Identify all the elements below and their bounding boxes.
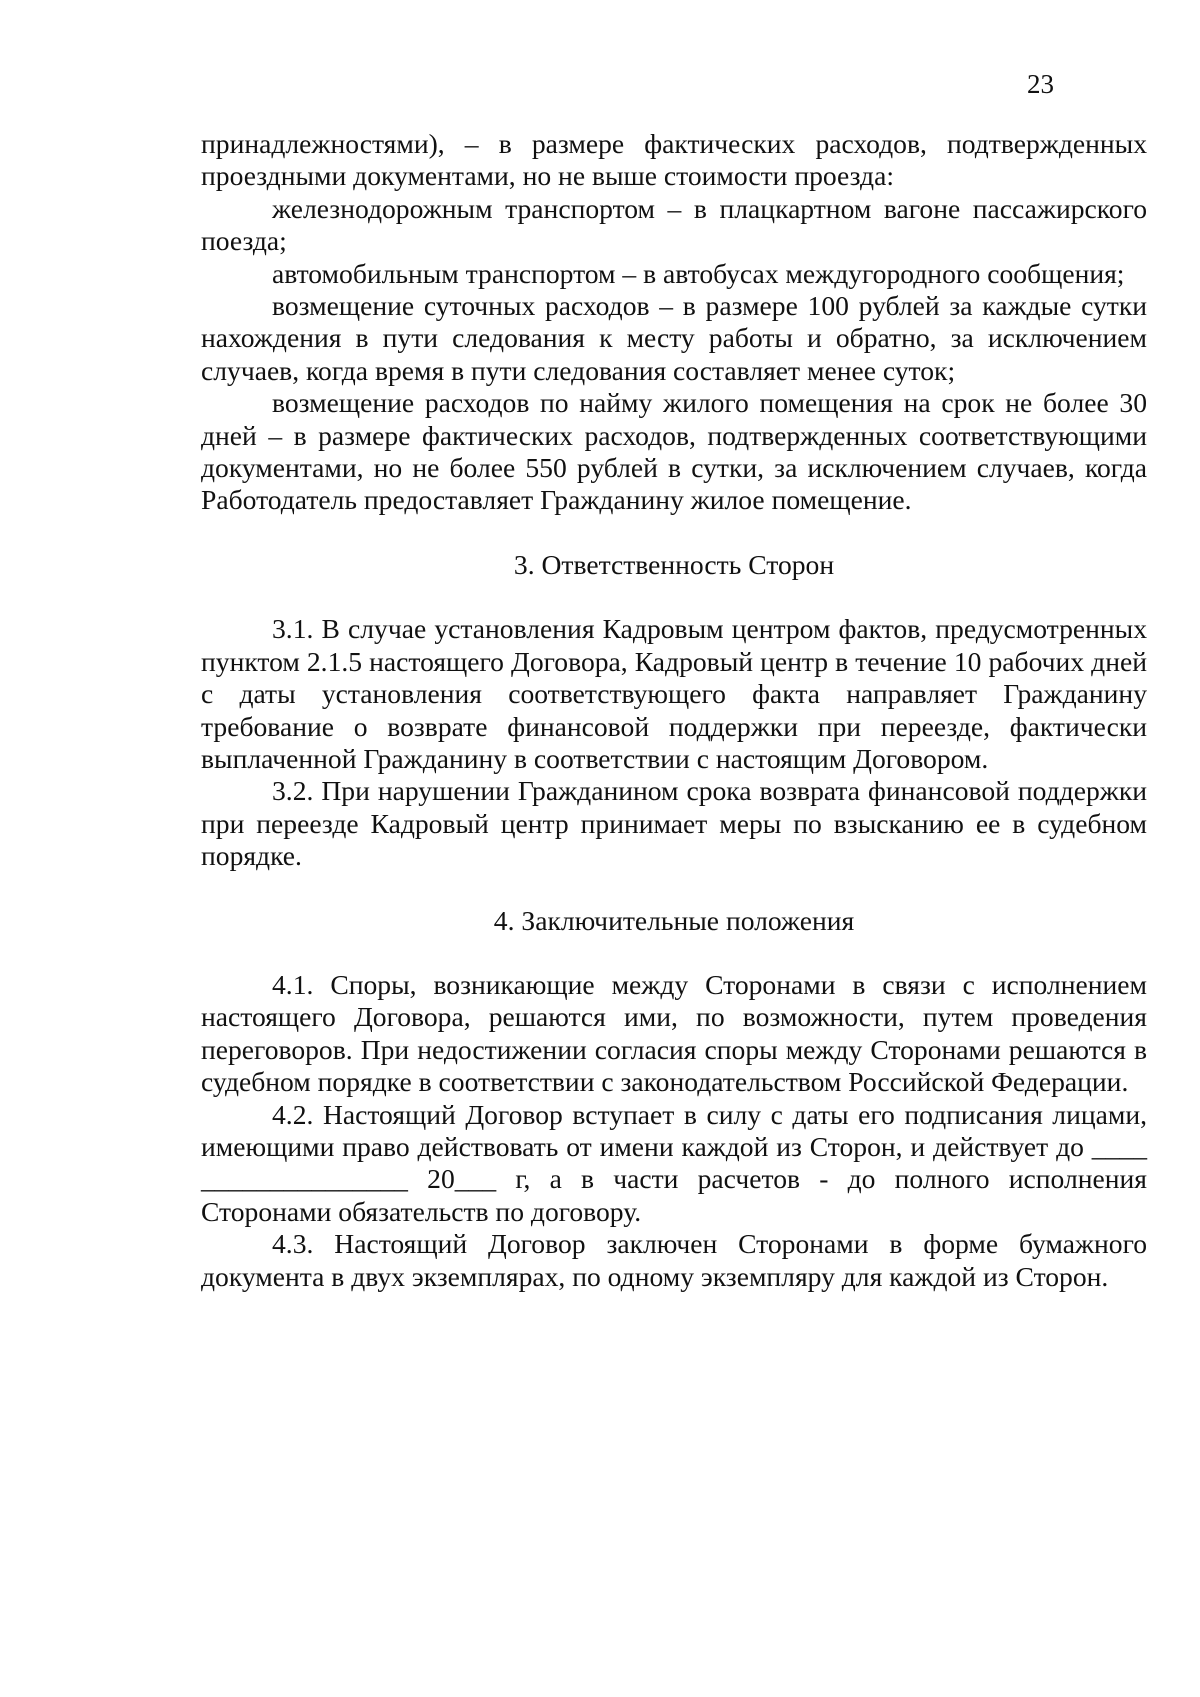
paragraph-daily-allowance: возмещение суточных расходов – в размере 100 рублей за каждые сутки нахождения в пути следования к месту работы и обратно, за исключением случаев, когда время в пути следования составляет менее суток;	[201, 290, 1147, 386]
page-number: 23	[1027, 69, 1054, 99]
paragraph-housing-expenses: возмещение расходов по найму жилого помещения на срок не более 30 дней – в размере фактических расходов, подтвержденных соответствующими документами, но не более 550 рублей в сутки, за исключением случаев, когда Работодатель предоставляет Гражданину жилое помещение.	[201, 387, 1147, 516]
section-3-heading: 3. Ответственность Сторон	[513, 548, 835, 580]
paragraph-expenses-continuation: принадлежностями), – в размере фактических расходов, подтвержденных проездными документами, но не выше стоимости проезда:	[201, 128, 1147, 192]
clause-4-3: 4.3. Настоящий Договор заключен Сторонами в форме бумажного документа в двух экземплярах, по одному экземпляру для каждой из Сторон.	[201, 1228, 1147, 1292]
clause-3-1: 3.1. В случае установления Кадровым центром фактов, предусмотренных пунктом 2.1.5 настоящего Договора, Кадровый центр в течение 10 рабочих дней с даты установления соответствующего факта направляет Гражданину требование о возврате финансовой поддержки при переезде, фактически выплаченной Гражданину в соответствии с настоящим Договором.	[201, 613, 1147, 774]
paragraph-road-transport: автомобильным транспортом – в автобусах междугородного сообщения;	[272, 257, 1125, 289]
paragraph-railway-transport: железнодорожным транспортом – в плацкартном вагоне пассажирского поезда;	[201, 192, 1147, 257]
clause-3-2: 3.2. При нарушении Гражданином срока возврата финансовой поддержки при переезде Кадровый центр принимает меры по взысканию ее в судебном порядке.	[201, 775, 1147, 872]
section-4-heading: 4. Заключительные положения	[493, 904, 855, 936]
spacer	[201, 937, 1147, 969]
clause-4-1: 4.1. Споры, возникающие между Сторонами в связи с исполнением настоящего Договора, решаются ими, по возможности, путем проведения переговоров. При недостижении согласия споры между Сторонами решаются в судебном порядке в соответствии с законодательством Российской Федерации.	[201, 968, 1147, 1098]
document-body	[201, 128, 1147, 1293]
spacer	[201, 517, 1147, 549]
clause-4-2: 4.2. Настоящий Договор вступает в силу с даты его подписания лицами, имеющими право действовать от имени каждой из Сторон, и действует до ____ _______________ 20___ г, а в части расчетов - до полного исполнения Сторонами обязательств по договору.	[201, 1098, 1147, 1227]
spacer	[201, 581, 1147, 613]
spacer	[201, 873, 1147, 905]
